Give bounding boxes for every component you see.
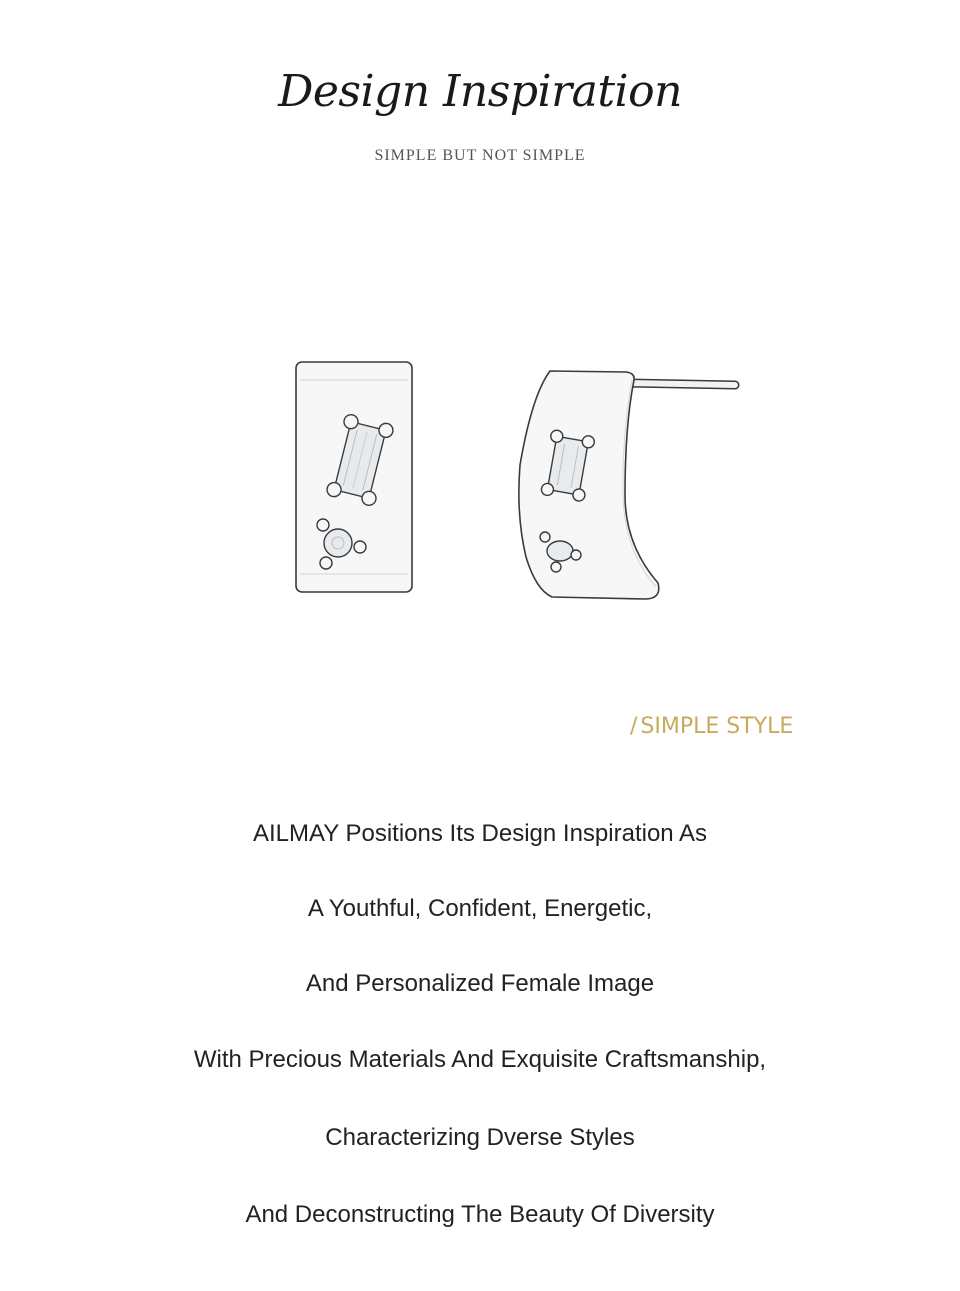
simple-style-tagline [630, 712, 793, 742]
description-line: AILMAY Positions Its Design Inspiration As [253, 820, 707, 847]
tagline-text: SIMPLE STYLE [640, 714, 794, 739]
front-earring [296, 362, 412, 592]
description-line: A Youthful, Confident, Energetic, [307, 895, 653, 922]
side-earring [519, 371, 735, 599]
earrings-product-image [280, 345, 750, 615]
description-line: Characterizing Dverse Styles [325, 1124, 635, 1151]
tagline-slash: / [630, 714, 638, 739]
page-subtitle: SIMPLE BUT NOT SIMPLE [374, 147, 586, 164]
description-line: With Precious Materials And Exquisite Craftsmanship, [193, 1046, 767, 1073]
description-line: And Deconstructing The Beauty Of Diversity [245, 1201, 715, 1228]
description-line: And Personalized Female Image [305, 970, 655, 997]
page-title: Design Inspiration [278, 66, 682, 117]
